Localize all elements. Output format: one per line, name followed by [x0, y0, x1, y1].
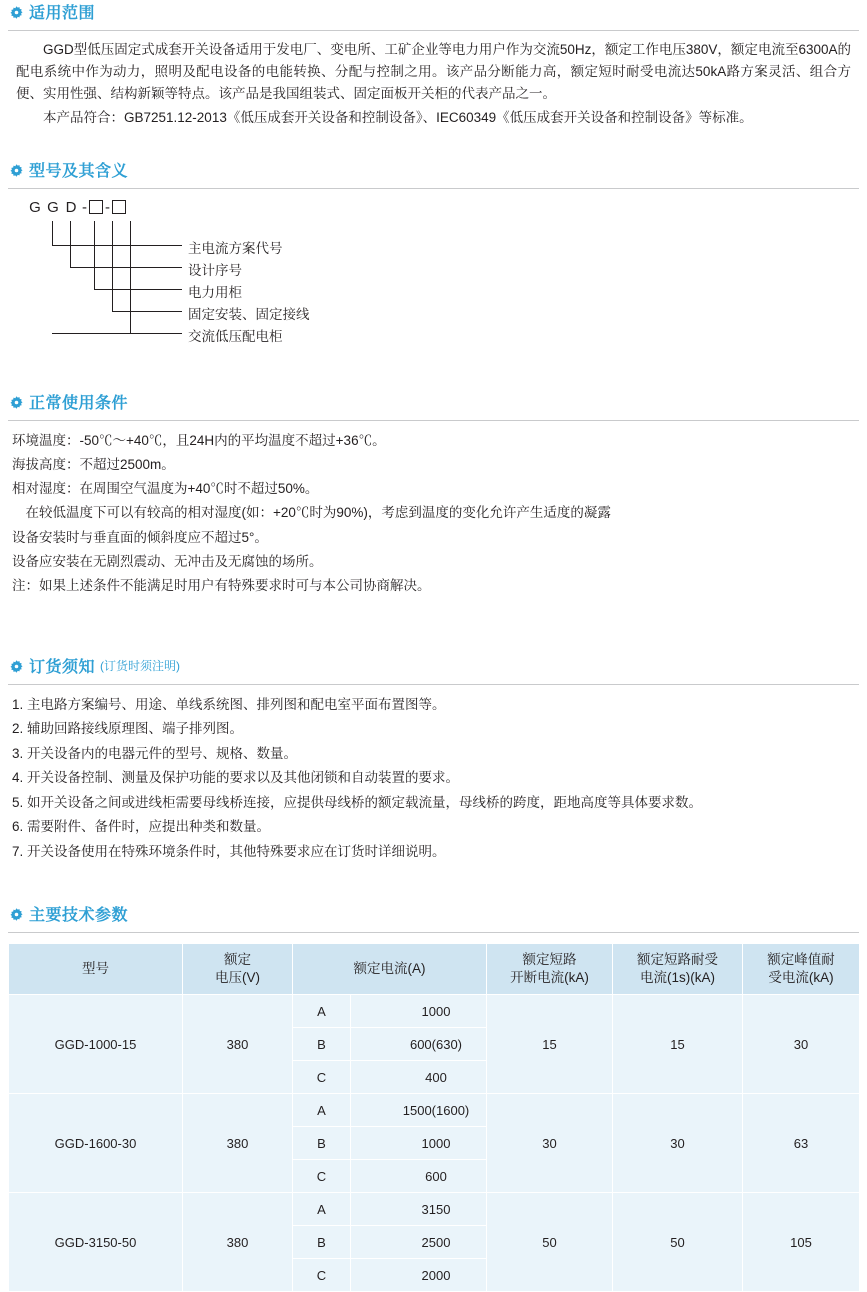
ordering-list	[0, 685, 867, 865]
leader-line-v-4	[70, 221, 71, 267]
condition-line: 相对湿度：在周围空气温度为+40℃时不超过50%。	[12, 481, 319, 497]
scope-text	[0, 31, 867, 128]
section-header-params	[0, 902, 867, 929]
table-row	[9, 1094, 860, 1127]
cell-withstand: 50	[613, 1193, 743, 1292]
model-placeholder-box-1	[89, 200, 103, 214]
technical-parameters-table	[8, 943, 860, 1292]
cell-peak: 105	[743, 1193, 860, 1292]
cell-voltage: 380	[183, 995, 293, 1094]
leader-line-h-1	[52, 333, 182, 334]
model-placeholder-box-2	[112, 200, 126, 214]
cell-current-value: 600(630)	[351, 1028, 487, 1061]
condition-line: 注：如果上述条件不能满足时用户有特殊要求时可与本公司协商解决。	[12, 577, 431, 593]
model-label-4: 固定安装、固定接线	[188, 307, 310, 323]
table-row	[9, 1193, 860, 1226]
gear-icon	[10, 660, 23, 673]
condition-line: 环境温度：-50℃～+40℃，且24H内的平均温度不超过+36℃。	[12, 433, 386, 449]
cell-voltage: 380	[183, 1094, 293, 1193]
scope-paragraph-2: 本产品符合：GB7251.12-2013《低压成套开关设备和控制设备》、IEC60349《低压成套开关设备和控制设备》等标准。	[43, 109, 753, 125]
cell-current-value: 1000	[351, 995, 487, 1028]
cell-peak: 63	[743, 1094, 860, 1193]
th-current: 额定电流(A)	[293, 944, 487, 995]
cell-model: GGD-1000-15	[9, 995, 183, 1094]
cell-model: GGD-3150-50	[9, 1193, 183, 1292]
section-header-conditions	[0, 390, 867, 417]
leader-line-v-2	[112, 221, 113, 311]
cell-current-letter: C	[293, 1160, 351, 1193]
cell-breaking: 30	[487, 1094, 613, 1193]
ordering-item: 1. 主电路方案编号、用途、单线系统图、排列图和配电室平面布置图等。	[12, 696, 446, 712]
cell-current-value: 2000	[351, 1259, 487, 1292]
scope-paragraph-1: GGD型低压固定式成套开关设备适用于发电厂、变电所、工矿企业等电力用户作为交流50Hz，额定工作电压380V，额定电流至6300A的配电系统中作为动力，照明及配电设备的电能转换、分配与控制之用。该产品分断能力高，额定短时耐受电流达50kA路方案灵活、组合方便、实用性强、结构新颖等特点。该产品是我国组装式、固定面板开关柜的代表产品之一。	[16, 42, 851, 101]
model-char-1: G	[29, 199, 41, 217]
model-dash-2: -	[105, 199, 110, 217]
leader-line-v-1	[130, 221, 131, 333]
th-model: 型号	[9, 944, 183, 995]
cell-breaking: 15	[487, 995, 613, 1094]
th-voltage: 额定 电压(V)	[183, 944, 293, 995]
leader-line-h-3	[94, 289, 182, 290]
cell-current-letter: A	[293, 995, 351, 1028]
cell-breaking: 50	[487, 1193, 613, 1292]
cell-current-letter: A	[293, 1094, 351, 1127]
ordering-item: 5. 如开关设备之间或进线柜需要母线桥连接，应提供母线桥的额定载流量，母线桥的跨度，距地高度等具体要求数。	[12, 794, 703, 810]
th-breaking-current: 额定短路 开断电流(kA)	[487, 944, 613, 995]
table-row	[9, 995, 860, 1028]
section-title: 适用范围	[29, 5, 96, 22]
model-label-3: 电力用柜	[188, 285, 242, 301]
cell-current-letter: A	[293, 1193, 351, 1226]
section-title: 主要技术参数	[29, 907, 129, 925]
cell-current-letter: B	[293, 1226, 351, 1259]
ordering-item: 6. 需要附件、备件时，应提出种类和数量。	[12, 819, 271, 835]
th-withstand-current: 额定短路耐受 电流(1s)(kA)	[613, 944, 743, 995]
model-label-5: 交流低压配电柜	[188, 329, 283, 345]
table-header-row	[9, 944, 860, 995]
condition-line: 设备安装时与垂直面的倾斜度应不超过5°。	[12, 529, 268, 545]
cell-current-letter: B	[293, 1127, 351, 1160]
ordering-item: 3. 开关设备内的电器元件的型号、规格、数量。	[12, 745, 298, 761]
table-body	[9, 995, 860, 1292]
gear-icon	[10, 6, 23, 19]
ordering-item: 4. 开关设备控制、测量及保护功能的要求以及其他闭锁和自动装置的要求。	[12, 770, 460, 786]
leader-line-h-2	[112, 311, 182, 312]
condition-line: 设备应安装在无剧烈震动、无冲击及无腐蚀的场所。	[12, 553, 323, 569]
model-label-2: 设计序号	[188, 263, 242, 279]
gear-icon	[10, 396, 23, 409]
cell-current-letter: B	[293, 1028, 351, 1061]
cell-current-letter: C	[293, 1061, 351, 1094]
cell-voltage: 380	[183, 1193, 293, 1292]
th-peak-current: 额定峰值耐 受电流(kA)	[743, 944, 860, 995]
condition-line: 海拔高度：不超过2500m。	[12, 457, 175, 473]
section-subtitle: (订货时须注明)	[100, 658, 181, 673]
ordering-item: 2. 辅助回路接线原理图、端子排列图。	[12, 721, 244, 737]
model-char-3: D	[65, 199, 77, 217]
cell-peak: 30	[743, 995, 860, 1094]
section-header-model	[0, 158, 867, 185]
cell-current-value: 400	[351, 1061, 487, 1094]
model-label-1: 主电流方案代号	[188, 241, 283, 257]
section-title: 订货须知	[29, 658, 96, 676]
leader-line-v-3	[94, 221, 95, 289]
section-header-ordering	[0, 654, 867, 681]
section-title: 正常使用条件	[29, 395, 129, 413]
section-header-scope	[0, 0, 867, 27]
gear-icon	[10, 164, 23, 177]
cell-withstand: 30	[613, 1094, 743, 1193]
cell-current-letter: C	[293, 1259, 351, 1292]
cell-current-value: 2500	[351, 1226, 487, 1259]
section-title: 型号及其含义	[29, 163, 129, 181]
cell-current-value: 1000	[351, 1127, 487, 1160]
condition-line: 在较低温度下可以有较高的相对湿度(如：+20℃时为90%)，考虑到温度的变化允许产生适度的凝露	[12, 505, 611, 521]
ordering-item: 7. 开关设备使用在特殊环境条件时，其他特殊要求应在订货时详细说明。	[12, 843, 446, 859]
model-char-2: G	[47, 199, 59, 217]
cell-current-value: 1500(1600)	[351, 1094, 487, 1127]
cell-current-value: 600	[351, 1160, 487, 1193]
model-code-diagram	[0, 199, 867, 374]
params-table-wrapper	[0, 933, 867, 1292]
model-code-letters	[26, 199, 126, 216]
leader-line-h-5	[52, 245, 182, 246]
leader-line-h-4	[70, 267, 182, 268]
cell-current-value: 3150	[351, 1193, 487, 1226]
conditions-list	[0, 421, 867, 597]
leader-line-v-5	[52, 221, 53, 245]
gear-icon	[10, 908, 23, 921]
cell-model: GGD-1600-30	[9, 1094, 183, 1193]
divider	[8, 188, 859, 189]
model-dash-1: -	[82, 199, 87, 217]
cell-withstand: 15	[613, 995, 743, 1094]
